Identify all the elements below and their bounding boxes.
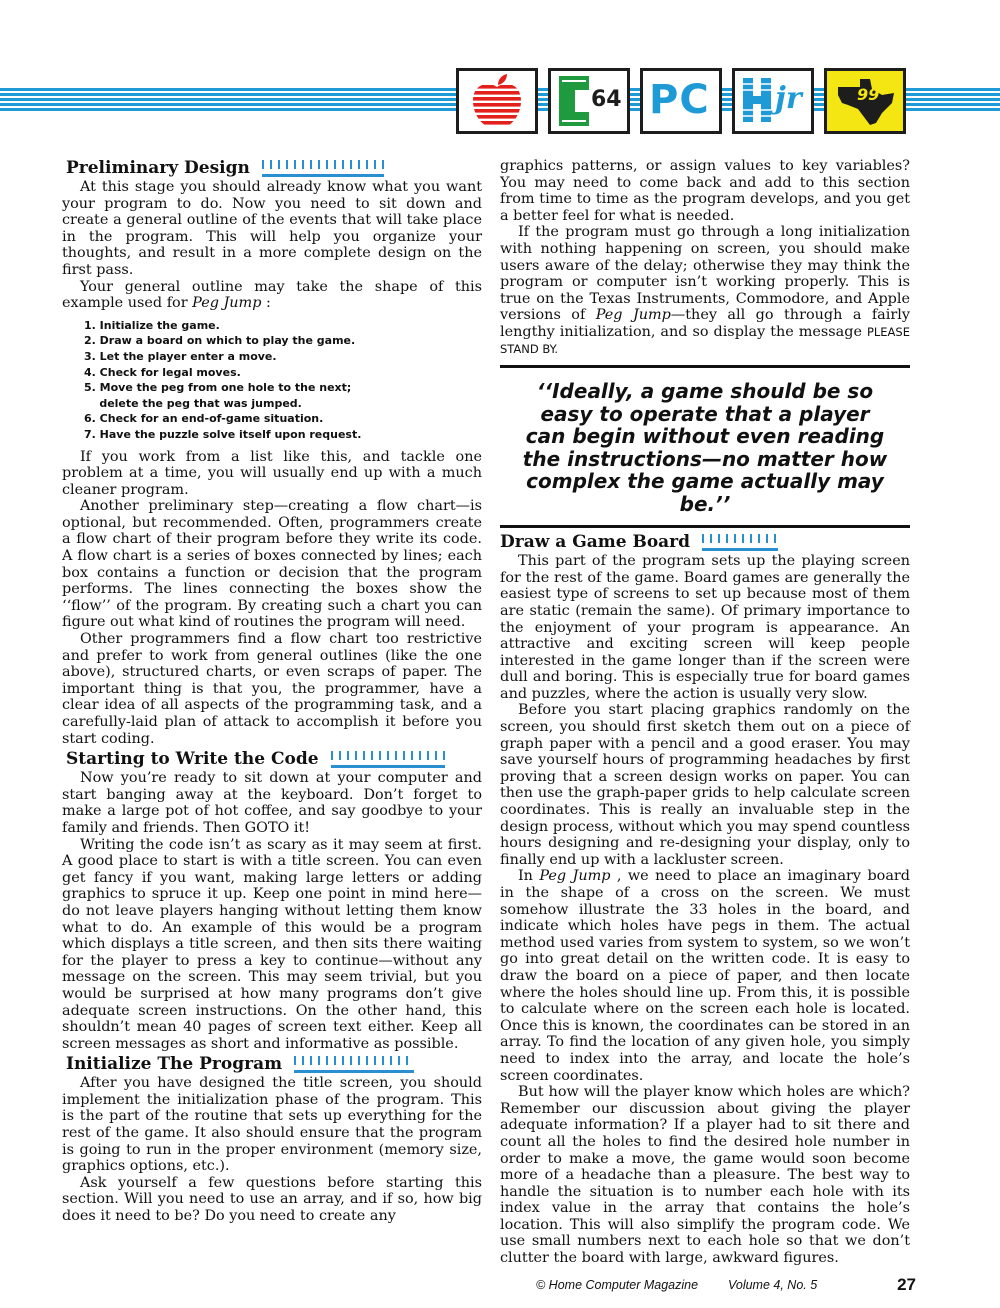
paragraph: But how will the player know which holes are which? Remember our discussion about giving the player adequate information? If a player had to sit there and count all the holes to find the desired hole number in order to make a move, the game would soon become more of a headache than a pleasure. The best way to handle the situation is to number each hole with its index value in the array that contains the hole’s location. This will also simplify the program code. We use small numbers next to each hole so that we don’t clutter the board with large, awkward figures. xyxy=(500,1084,910,1267)
heading-decoration-icon xyxy=(294,1056,414,1073)
paragraph: In Peg Jump , we need to place an imaginary board in the shape of a cross on the screen. We must somehow illustrate the 33 holes in the board, and indicate which holes have pegs in them. The actual method used varies from system to system, so we won’t go into great detail on the written code. It is easy to draw the board on a piece of paper, and then locate where the holes should line up. From this, it is possible to calculate where on the screen each hole is located. Once this is known, the coordinates can be stored in an array. To find the location of any given hole, you simply need to index into the array, and locate the hole’s screen coordinates. xyxy=(500,868,911,1084)
pc-logo-text: PC xyxy=(649,77,710,123)
list-item: 7. Have the puzzle solve itself upon request. xyxy=(84,427,362,441)
list-item: 1. Initialize the game. xyxy=(84,318,220,332)
list-item: 3. Let the player enter a move. xyxy=(84,349,277,363)
list-item: delete the peg that was jumped. xyxy=(84,396,302,410)
issue-volume: Volume 4, No. 5 xyxy=(728,1278,818,1292)
list-item: 5. Move the peg from one hole to the next; xyxy=(84,381,352,395)
paragraph: Another preliminary step—creating a flow chart—is optional, but recommended. Often, programmers create a flow chart of their program before they write its code. A flow chart is a series of boxes connected by lines; each box contains a function or decision that the program performs. The lines connecting the boxes show the ‘‘flow’’ of the program. By creating such a chart you can figure out what kind of routines the program will need. xyxy=(62,498,482,631)
pull-quote xyxy=(500,368,910,525)
section-heading-preliminary-design: Preliminary Design xyxy=(66,160,482,177)
pull-quote-line: can begin without even reading xyxy=(525,424,885,449)
paragraph: Your general outline may take the shape of this example used for Peg Jump : xyxy=(62,278,482,312)
paragraph: graphics patterns, or assign values to key variables? You may need to come back and add to this section from time to time as the program develops, and you get a better feel for what is needed. xyxy=(500,158,910,224)
ibm-pc-logo-icon xyxy=(640,68,722,134)
jr-logo-text: jr xyxy=(775,81,802,116)
paragraph: Before you start placing graphics randomly on the screen, you should first sketch them out on a piece of graph paper with a pencil and a good eraser. You may save yourself hours of programming headaches by first proving that a screen design works on paper. You can then use the graph-paper grids to help calculate screen coordinates. This is really an invaluable step in the design process, without which you may spend countless hours designing and re-designing your display, only to finally end up with a lackluster screen. xyxy=(500,702,910,868)
ti-logo-text: 99 xyxy=(857,85,880,104)
right-column xyxy=(500,158,910,1267)
page-footer xyxy=(536,1275,916,1294)
paragraph: At this stage you should already know what you want your program to do. Now you need to sit down and create a general outline of the events that will take place in the program. This will help you organize your thoughts, and result in a more complete design on the first pass. xyxy=(62,179,482,278)
pull-quote-line: complex the game actually may be.’’ xyxy=(526,469,884,516)
paragraph: After you have designed the title screen, you should implement the initialization phase of the program. This is the part of the routine that sets up everything for the rest of the game. It also should ensure that the program is going to run in the proper environment (memory size, graphics options, etc.). xyxy=(62,1075,482,1175)
paragraph: Now you’re ready to sit down at your computer and start banging away at the keyboard. Don’t forget to make a large pot of hot coffee, and say goodbye to your family and friends. Then GOTO it! xyxy=(62,770,482,836)
paragraph: Ask yourself a few questions before starting this section. Will you need to use an array, and if so, how big does it need to be? Do you need to create any xyxy=(62,1174,482,1225)
divider xyxy=(500,525,910,528)
outline-steps-list xyxy=(84,318,482,443)
commodore-64-logo-icon xyxy=(548,68,630,134)
heading-decoration-icon xyxy=(262,160,384,177)
page-number: 27 xyxy=(897,1275,916,1294)
list-item: 2. Draw a board on which to play the game. xyxy=(84,334,356,348)
publisher-credit: © Home Computer Magazine xyxy=(536,1278,699,1292)
paragraph: Other programmers find a flow chart too restrictive and prefer to work from general outlines (like the one above), structured charts, or even scraps of paper. The important thing is that you, the programmer, have a clear idea of all aspects of the programming task, and a carefully-laid plan of attack to accomplish it before you start coding. xyxy=(62,631,482,747)
pull-quote-line: the instructions—no matter how xyxy=(522,446,888,471)
paragraph: If the program must go through a long initialization with nothing happening on screen, you should make users aware of the delay; otherwise they may think the program or computer isn’t working properly. This is true on the Texas Instruments, Commodore, and Apple versions of Peg Jump—they all go through a fairly lengthy initialization, and so display the message PLEASE STAND BY. xyxy=(500,224,910,356)
heading-decoration-icon xyxy=(702,534,778,551)
texas-instruments-logo-icon xyxy=(824,68,906,134)
left-column xyxy=(62,158,482,1225)
paragraph: Writing the code isn’t as scary as it may seem at first. A good place to start is with a title screen. You can even get fancy if you want, making large letters or adding graphics to spruce it up. Keep one point in mind here—do not leave players hanging without letting them know what to do. An example of this would be a program which displays a title screen, and then sits there waiting for the player to press a key to continue—without any message on the screen. This may seem trivial, but you would be surprised at how many programs don’t give adequate screen instructions. On the other hand, this shouldn’t mean 40 pages of screen text either. Keep all screen messages as short and informative as possible. xyxy=(62,836,482,1052)
ibm-pcjr-logo-icon xyxy=(732,68,814,134)
heading-decoration-icon xyxy=(331,751,445,768)
pull-quote-line: easy to operate that a player xyxy=(540,401,870,426)
section-heading-initialize-the-program: Initialize The Program xyxy=(66,1056,482,1073)
paragraph: This part of the program sets up the playing screen for the rest of the game. Board games are generally the easiest type of screens to set up because most of them are static (remain the same). Of primary importance to the enjoyment of your program is appearance. An attractive and exciting screen will keep people interested in the game longer than if the screen were dull and boring. This is especially true for board games and puzzles, where the action is usually very slow. xyxy=(500,553,910,702)
pull-quote-line: ‘‘Ideally, a game should be so xyxy=(536,379,874,404)
list-item: 6. Check for an end-of-game situation. xyxy=(84,412,324,426)
c64-logo-text: 64 xyxy=(591,87,622,112)
apple-logo-icon xyxy=(456,68,538,134)
paragraph: If you work from a list like this, and tackle one problem at a time, you will usually end up with a much cleaner program. xyxy=(62,448,482,498)
section-heading-draw-a-game-board: Draw a Game Board xyxy=(500,534,910,551)
section-heading-starting-to-write-the-code: Starting to Write the Code xyxy=(66,751,482,768)
list-item: 4. Check for legal moves. xyxy=(84,365,241,379)
